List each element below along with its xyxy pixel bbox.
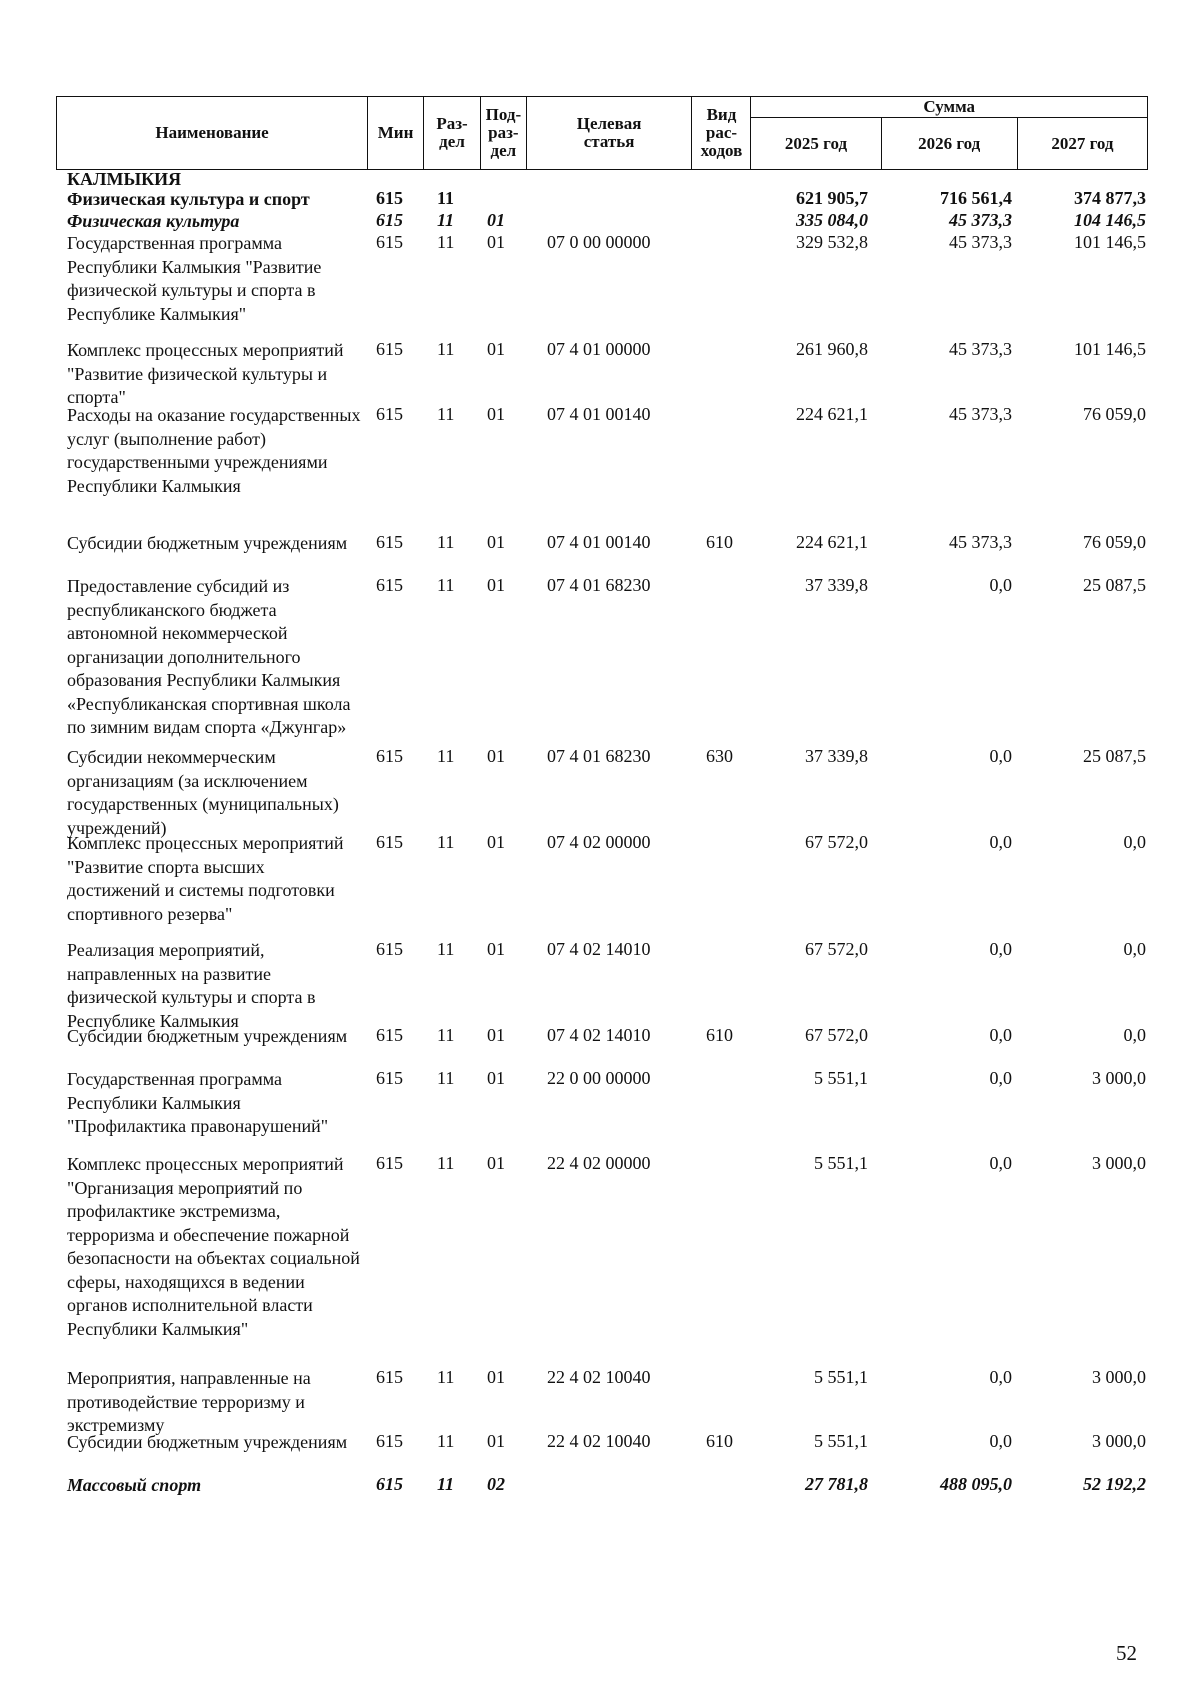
- row-sum-2025: 67 572,0: [805, 939, 868, 959]
- row-sum-2027: 3 000,0: [1092, 1153, 1146, 1173]
- row-razdel: 11: [437, 188, 455, 208]
- header-2025: 2025 год: [751, 118, 881, 170]
- row-podrazdel: 01: [487, 404, 505, 424]
- row-sum-2025: 27 781,8: [805, 1474, 868, 1494]
- row-sum-2025: 621 905,7: [796, 188, 868, 208]
- row-sum-2026: 0,0: [989, 939, 1012, 959]
- row-vid-rashodov: 610: [706, 532, 733, 552]
- row-sum-2026: 0,0: [989, 832, 1012, 852]
- row-sum-2025: 37 339,8: [805, 575, 868, 595]
- row-razdel: 11: [437, 1153, 455, 1173]
- row-razdel: 11: [437, 1474, 455, 1494]
- row-sum-2026: 45 373,3: [949, 232, 1012, 252]
- row-name: Субсидии некоммерческим организациям (за исключением государственных (муниципальных) учреждений): [67, 747, 339, 838]
- row-podrazdel: 01: [487, 232, 505, 252]
- row-sum-2026: 0,0: [989, 1068, 1012, 1088]
- row-min: 615: [376, 232, 403, 252]
- row-min: 615: [376, 1367, 403, 1387]
- row-name: Мероприятия, направленные на противодействие терроризму и экстремизму: [67, 1368, 311, 1435]
- row-sum-2025: 37 339,8: [805, 746, 868, 766]
- row-min: 615: [376, 532, 403, 552]
- row-sum-2025: 5 551,1: [814, 1153, 868, 1173]
- row-celevaya-statya: 22 0 00 00000: [547, 1068, 651, 1088]
- header-name: Наименование: [57, 97, 368, 170]
- row-name: Комплекс процессных мероприятий "Организация мероприятий по профилактике экстремизма, терроризма и обеспечение пожарной безопасности на объектах социальной сферы, находящихся в ведении органов исполнительной власти Республики Калмыкия": [67, 1154, 360, 1339]
- row-podrazdel: 01: [487, 939, 505, 959]
- region-title: КАЛМЫКИЯ: [67, 169, 182, 189]
- row-sum-2026: 0,0: [989, 1025, 1012, 1045]
- row-min: 615: [376, 1431, 403, 1451]
- row-razdel: 11: [437, 404, 455, 424]
- row-podrazdel: 01: [487, 746, 505, 766]
- row-min: 615: [376, 1068, 403, 1088]
- row-celevaya-statya: 07 4 01 00140: [547, 532, 651, 552]
- row-sum-2027: 0,0: [1123, 832, 1146, 852]
- row-min: 615: [376, 832, 403, 852]
- row-celevaya-statya: 07 4 01 68230: [547, 575, 651, 595]
- row-name: Комплекс процессных мероприятий "Развитие физической культуры и спорта": [67, 340, 344, 407]
- row-podrazdel: 01: [487, 532, 505, 552]
- row-sum-2027: 25 087,5: [1083, 746, 1146, 766]
- row-sum-2025: 261 960,8: [796, 339, 868, 359]
- row-sum-2027: 25 087,5: [1083, 575, 1146, 595]
- row-podrazdel: 01: [487, 575, 505, 595]
- row-celevaya-statya: 07 4 02 00000: [547, 832, 651, 852]
- row-sum-2025: 5 551,1: [814, 1068, 868, 1088]
- row-name: Комплекс процессных мероприятий "Развитие спорта высших достижений и системы подготовки спортивного резерва": [67, 833, 344, 924]
- row-celevaya-statya: 07 4 02 14010: [547, 939, 651, 959]
- row-sum-2025: 5 551,1: [814, 1431, 868, 1451]
- row-podrazdel: 01: [487, 1068, 505, 1088]
- row-podrazdel: 01: [487, 210, 505, 230]
- row-name: Государственная программа Республики Калмыкия "Профилактика правонарушений": [67, 1069, 329, 1136]
- row-sum-2027: 3 000,0: [1092, 1367, 1146, 1387]
- header-2027: 2027 год: [1017, 118, 1147, 170]
- row-sum-2025: 5 551,1: [814, 1367, 868, 1387]
- row-sum-2027: 101 146,5: [1074, 232, 1146, 252]
- row-min: 615: [376, 404, 403, 424]
- row-razdel: 11: [437, 1367, 455, 1387]
- row-min: 615: [376, 939, 403, 959]
- row-podrazdel: 01: [487, 1025, 505, 1045]
- row-name: Государственная программа Республики Калмыкия "Развитие физической культуры и спорта в Республике Калмыкия": [67, 233, 322, 324]
- row-sum-2027: 374 877,3: [1074, 188, 1146, 208]
- row-sum-2027: 0,0: [1123, 939, 1146, 959]
- row-podrazdel: 02: [487, 1474, 505, 1494]
- row-sum-2026: 488 095,0: [940, 1474, 1012, 1494]
- row-razdel: 11: [437, 532, 455, 552]
- row-min: 615: [376, 210, 403, 230]
- row-name: Субсидии бюджетным учреждениям: [67, 533, 348, 553]
- row-name: Субсидии бюджетным учреждениям: [67, 1432, 348, 1452]
- row-razdel: 11: [437, 1025, 455, 1045]
- row-sum-2026: 0,0: [989, 575, 1012, 595]
- row-celevaya-statya: 07 4 01 00140: [547, 404, 651, 424]
- row-sum-2025: 224 621,1: [796, 404, 868, 424]
- row-name: Массовый спорт: [67, 1475, 202, 1495]
- row-podrazdel: 01: [487, 1431, 505, 1451]
- row-razdel: 11: [437, 232, 455, 252]
- row-celevaya-statya: 07 0 00 00000: [547, 232, 651, 252]
- row-razdel: 11: [437, 339, 455, 359]
- row-sum-2025: 67 572,0: [805, 1025, 868, 1045]
- row-celevaya-statya: 07 4 02 14010: [547, 1025, 651, 1045]
- row-podrazdel: 01: [487, 1367, 505, 1387]
- row-name: Предоставление субсидий из республиканского бюджета автономной некоммерческой организации дополнительного образования Республики Калмыкия «Республиканская спортивная школа по зимним видам спорта «Джунгар»: [67, 576, 351, 737]
- row-sum-2025: 67 572,0: [805, 832, 868, 852]
- row-min: 615: [376, 1474, 403, 1494]
- row-sum-2027: 104 146,5: [1074, 210, 1146, 230]
- row-vid-rashodov: 630: [706, 746, 733, 766]
- row-vid-rashodov: 610: [706, 1025, 733, 1045]
- table-header: [56, 96, 1148, 170]
- header-summa: Сумма: [751, 97, 1148, 118]
- row-sum-2025: 224 621,1: [796, 532, 868, 552]
- row-min: 615: [376, 339, 403, 359]
- row-celevaya-statya: 07 4 01 68230: [547, 746, 651, 766]
- row-name: Реализация мероприятий, направленных на развитие физической культуры и спорта в Республике Калмыкия: [67, 940, 316, 1031]
- row-celevaya-statya: 07 4 01 00000: [547, 339, 651, 359]
- row-min: 615: [376, 746, 403, 766]
- row-razdel: 11: [437, 746, 455, 766]
- row-name: Физическая культура: [67, 211, 240, 231]
- row-celevaya-statya: 22 4 02 00000: [547, 1153, 651, 1173]
- row-name: Субсидии бюджетным учреждениям: [67, 1026, 348, 1046]
- row-razdel: 11: [437, 832, 455, 852]
- row-razdel: 11: [437, 575, 455, 595]
- header-celevaya: Целевая статья: [526, 97, 692, 170]
- header-vid: Вид рас- ходов: [692, 97, 751, 170]
- row-sum-2027: 52 192,2: [1083, 1474, 1146, 1494]
- row-sum-2027: 0,0: [1123, 1025, 1146, 1045]
- header-2026: 2026 год: [881, 118, 1017, 170]
- row-name: Расходы на оказание государственных услуг (выполнение работ) государственными учреждениями Республики Калмыкия: [67, 405, 361, 496]
- row-sum-2026: 0,0: [989, 1367, 1012, 1387]
- row-sum-2026: 0,0: [989, 746, 1012, 766]
- row-sum-2025: 329 532,8: [796, 232, 868, 252]
- row-min: 615: [376, 188, 403, 208]
- row-razdel: 11: [437, 939, 455, 959]
- row-sum-2026: 45 373,3: [949, 404, 1012, 424]
- header-razdel: Раз- дел: [424, 97, 481, 170]
- row-min: 615: [376, 1025, 403, 1045]
- row-vid-rashodov: 610: [706, 1431, 733, 1451]
- row-sum-2026: 0,0: [989, 1153, 1012, 1173]
- header-min: Мин: [368, 97, 424, 170]
- row-sum-2027: 3 000,0: [1092, 1431, 1146, 1451]
- row-sum-2026: 45 373,3: [949, 210, 1012, 230]
- row-celevaya-statya: 22 4 02 10040: [547, 1431, 651, 1451]
- row-sum-2026: 0,0: [989, 1431, 1012, 1451]
- header-podrazdel: Под- раз- дел: [480, 97, 526, 170]
- row-sum-2027: 76 059,0: [1083, 404, 1146, 424]
- row-podrazdel: 01: [487, 339, 505, 359]
- row-sum-2027: 76 059,0: [1083, 532, 1146, 552]
- row-name: Физическая культура и спорт: [67, 189, 310, 209]
- row-podrazdel: 01: [487, 1153, 505, 1173]
- row-podrazdel: 01: [487, 832, 505, 852]
- row-sum-2026: 45 373,3: [949, 339, 1012, 359]
- row-sum-2026: 45 373,3: [949, 532, 1012, 552]
- row-razdel: 11: [437, 1431, 455, 1451]
- row-razdel: 11: [437, 1068, 455, 1088]
- page-number: 52: [1116, 1641, 1137, 1665]
- row-sum-2026: 716 561,4: [940, 188, 1012, 208]
- row-min: 615: [376, 575, 403, 595]
- row-sum-2027: 3 000,0: [1092, 1068, 1146, 1088]
- row-min: 615: [376, 1153, 403, 1173]
- row-sum-2027: 101 146,5: [1074, 339, 1146, 359]
- row-sum-2025: 335 084,0: [796, 210, 868, 230]
- row-celevaya-statya: 22 4 02 10040: [547, 1367, 651, 1387]
- row-razdel: 11: [437, 210, 455, 230]
